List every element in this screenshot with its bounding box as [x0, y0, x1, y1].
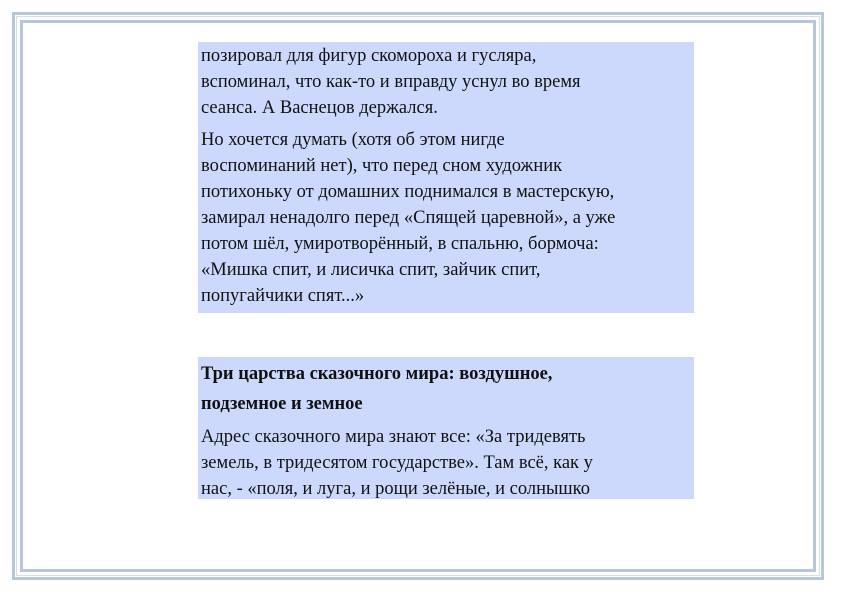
- section-heading: Три царства сказочного мира: воздушное, подземное и земное: [201, 364, 553, 414]
- text-block-top: [198, 42, 694, 313]
- text-block-bottom: [198, 357, 694, 499]
- paragraph-sleep-recollection: позировал для фигур скомороха и гусляра, вспоминал, что как-то и вправду уснул во время сеанса. А Васнецов держался.: [201, 46, 581, 118]
- paragraph-artist-bedtime: Но хочется думать (хотя об этом нигде воспоминаний нет), что перед сном художник потихоньку от домашних поднимался в мастерскую, замирал ненадолго перед «Спящей царевной», а уже потом шёл, умиротворённый, в спальню, бормоча: «Мишка спит, и лисичка спит, зайчик спит, попугайчики спят...»: [201, 130, 616, 306]
- paragraph-fairy-world-address: Адрес сказочного мира знают все: «За тридевять земель, в тридесятом государстве». Там всё, как у нас, - «поля, и луга, и рощи зелёные, и солнышко: [201, 427, 593, 499]
